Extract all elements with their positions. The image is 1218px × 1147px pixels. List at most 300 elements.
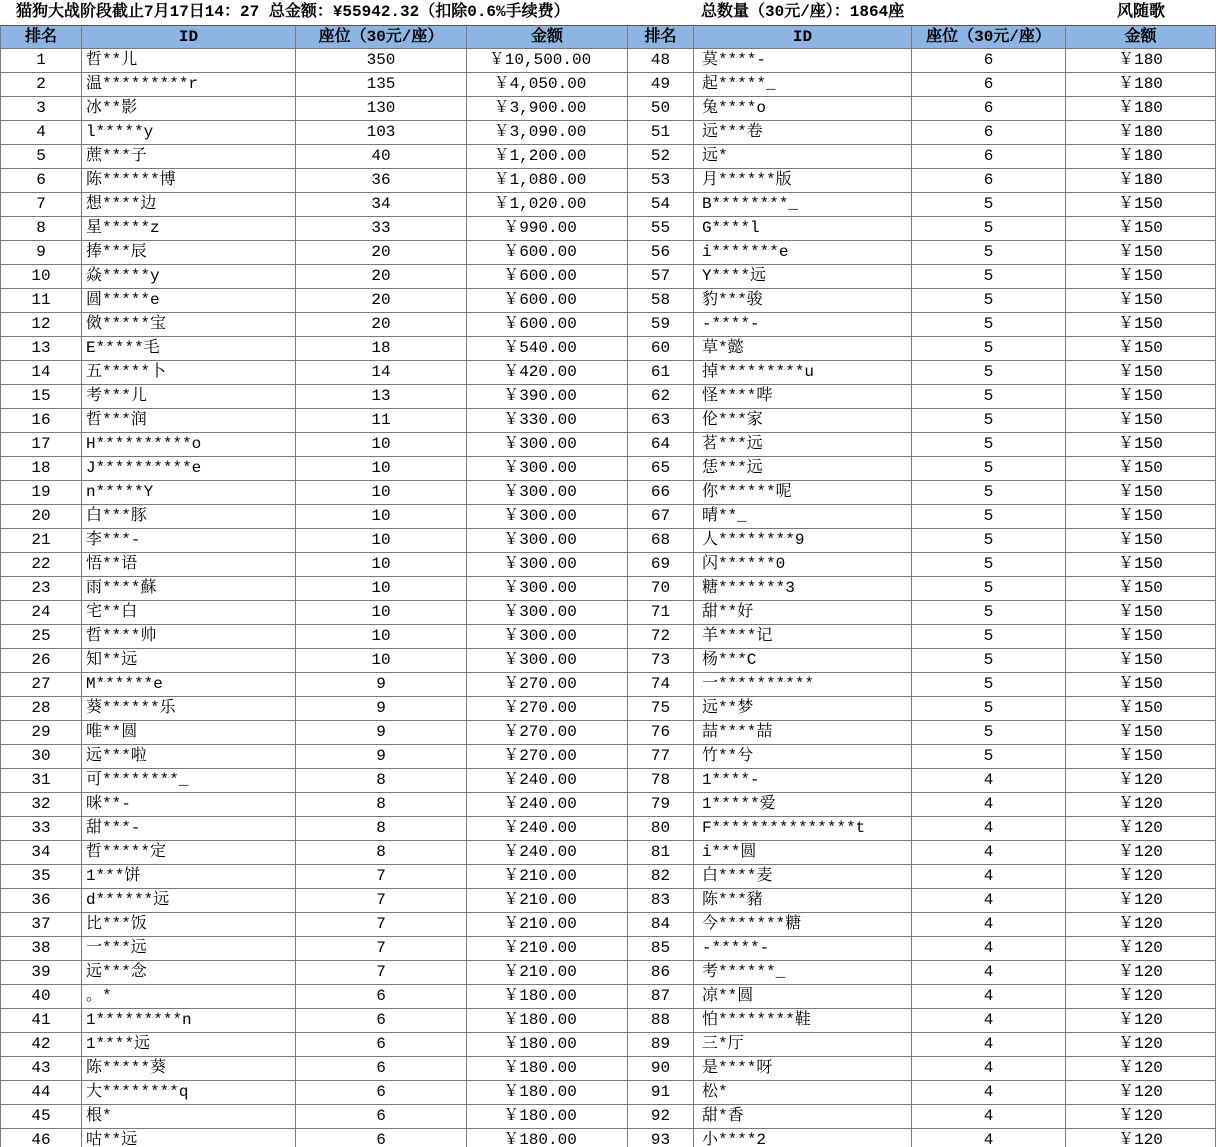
- left-seats-cell: 10: [296, 529, 467, 553]
- left-seats-cell: 20: [296, 241, 467, 265]
- left-amount-cell: ￥390.00: [467, 385, 628, 409]
- right-id-cell: B********_: [694, 193, 912, 217]
- right-amount-cell: ￥150: [1066, 313, 1216, 337]
- table-row: [0, 481, 1218, 505]
- left-id-cell: 雨****蘇: [82, 577, 296, 601]
- table-row: [0, 145, 1218, 169]
- table-row: [0, 553, 1218, 577]
- right-rank-cell: 77: [628, 745, 694, 769]
- left-id-cell: 知**远: [82, 649, 296, 673]
- right-amount-cell: ￥180: [1066, 49, 1216, 73]
- left-rank-cell: 40: [0, 985, 82, 1009]
- left-id-cell: 根*: [82, 1105, 296, 1129]
- left-rank-cell: 37: [0, 913, 82, 937]
- table-row: [0, 289, 1218, 313]
- right-id-cell: 兔****o: [694, 97, 912, 121]
- left-rank-cell: 4: [0, 121, 82, 145]
- left-seats-cell: 9: [296, 673, 467, 697]
- table-row: [0, 1057, 1218, 1081]
- right-id-cell: 茗***远: [694, 433, 912, 457]
- left-seats-cell: 7: [296, 865, 467, 889]
- right-rank-cell: 84: [628, 913, 694, 937]
- left-seats-cell: 20: [296, 265, 467, 289]
- right-id-cell: 恁***远: [694, 457, 912, 481]
- table-row: [0, 1129, 1218, 1147]
- left-amount-cell: ￥3,090.00: [467, 121, 628, 145]
- left-seats-cell: 7: [296, 913, 467, 937]
- right-id-cell: 伦***家: [694, 409, 912, 433]
- left-id-cell: 圆*****e: [82, 289, 296, 313]
- right-rank-cell: 75: [628, 697, 694, 721]
- right-amount-cell: ￥120: [1066, 817, 1216, 841]
- right-id-cell: 怪****哔: [694, 385, 912, 409]
- left-rank-cell: 10: [0, 265, 82, 289]
- left-rank-cell: 9: [0, 241, 82, 265]
- left-id-cell: 焱*****y: [82, 265, 296, 289]
- left-rank-cell: 8: [0, 217, 82, 241]
- right-rank-cell: 67: [628, 505, 694, 529]
- left-id-cell: 李***-: [82, 529, 296, 553]
- left-id-cell: 考***儿: [82, 385, 296, 409]
- right-amount-cell: ￥150: [1066, 193, 1216, 217]
- left-seats-cell: 13: [296, 385, 467, 409]
- left-id-cell: 咪**-: [82, 793, 296, 817]
- left-amount-cell: ￥1,020.00: [467, 193, 628, 217]
- left-amount-cell: ￥1,080.00: [467, 169, 628, 193]
- left-seats-cell: 10: [296, 433, 467, 457]
- left-rank-cell: 14: [0, 361, 82, 385]
- right-rank-cell: 63: [628, 409, 694, 433]
- right-id-cell: 松*: [694, 1081, 912, 1105]
- left-id-cell: 大********q: [82, 1081, 296, 1105]
- left-rank-cell: 33: [0, 817, 82, 841]
- left-rank-cell: 21: [0, 529, 82, 553]
- right-rank-cell: 80: [628, 817, 694, 841]
- left-seats-cell: 7: [296, 961, 467, 985]
- left-id-cell: J**********e: [82, 457, 296, 481]
- left-amount-cell: ￥10,500.00: [467, 49, 628, 73]
- left-seats-cell: 6: [296, 1105, 467, 1129]
- left-amount-cell: ￥270.00: [467, 673, 628, 697]
- right-seats-cell: 5: [912, 457, 1066, 481]
- left-rank-cell: 43: [0, 1057, 82, 1081]
- author-name: 风随歌: [1116, 3, 1165, 21]
- left-amount-cell: ￥300.00: [467, 529, 628, 553]
- right-amount-cell: ￥150: [1066, 265, 1216, 289]
- table-row: [0, 337, 1218, 361]
- right-rank-cell: 54: [628, 193, 694, 217]
- right-seats-cell: 6: [912, 49, 1066, 73]
- right-id-cell: 远**梦: [694, 697, 912, 721]
- right-id-cell: Y****远: [694, 265, 912, 289]
- right-id-cell: 糖*******3: [694, 577, 912, 601]
- table-row: [0, 97, 1218, 121]
- right-rank-cell: 69: [628, 553, 694, 577]
- left-id-cell: 蔗***子: [82, 145, 296, 169]
- right-rank-cell: 70: [628, 577, 694, 601]
- right-seats-cell: 5: [912, 265, 1066, 289]
- right-id-cell: 你******呢: [694, 481, 912, 505]
- left-seats-cell: 34: [296, 193, 467, 217]
- left-amount-cell: ￥210.00: [467, 937, 628, 961]
- right-rank-cell: 83: [628, 889, 694, 913]
- right-seats-cell: 6: [912, 145, 1066, 169]
- left-seats-cell: 40: [296, 145, 467, 169]
- table-header: [0, 25, 1218, 49]
- right-rank-cell: 73: [628, 649, 694, 673]
- left-amount-cell: ￥240.00: [467, 817, 628, 841]
- table-row: [0, 409, 1218, 433]
- left-amount-cell: ￥180.00: [467, 1129, 628, 1147]
- left-rank-cell: 41: [0, 1009, 82, 1033]
- right-rank-cell: 90: [628, 1057, 694, 1081]
- table-row: [0, 457, 1218, 481]
- left-amount-cell: ￥180.00: [467, 1057, 628, 1081]
- total-quantity: 总数量（30元/座）：1864座: [701, 3, 905, 21]
- left-id-cell: l*****y: [82, 121, 296, 145]
- right-seats-cell: 5: [912, 529, 1066, 553]
- left-amount-cell: ￥210.00: [467, 889, 628, 913]
- right-seats-cell: 5: [912, 745, 1066, 769]
- right-rank-cell: 74: [628, 673, 694, 697]
- left-rank-cell: 44: [0, 1081, 82, 1105]
- right-amount-cell: ￥120: [1066, 1033, 1216, 1057]
- right-id-cell: 竹**兮: [694, 745, 912, 769]
- left-id-cell: 傚*****宝: [82, 313, 296, 337]
- left-seats-cell: 130: [296, 97, 467, 121]
- left-seats-cell: 8: [296, 817, 467, 841]
- right-amount-cell: ￥150: [1066, 745, 1216, 769]
- left-rank-cell: 27: [0, 673, 82, 697]
- left-id-cell: H**********o: [82, 433, 296, 457]
- right-seats-cell: 5: [912, 313, 1066, 337]
- right-seats-cell: 5: [912, 649, 1066, 673]
- left-rank-cell: 6: [0, 169, 82, 193]
- right-rank-cell: 56: [628, 241, 694, 265]
- right-amount-cell: ￥180: [1066, 73, 1216, 97]
- left-rank-cell: 42: [0, 1033, 82, 1057]
- left-rank-cell: 26: [0, 649, 82, 673]
- right-amount-cell: ￥150: [1066, 457, 1216, 481]
- table-row: [0, 625, 1218, 649]
- right-id-cell: 三*厅: [694, 1033, 912, 1057]
- right-amount-cell: ￥150: [1066, 289, 1216, 313]
- right-seats-cell: 5: [912, 241, 1066, 265]
- right-seats-cell: 4: [912, 1057, 1066, 1081]
- right-rank-cell: 55: [628, 217, 694, 241]
- right-rank-cell: 81: [628, 841, 694, 865]
- left-amount-cell: ￥240.00: [467, 793, 628, 817]
- right-amount-cell: ￥180: [1066, 145, 1216, 169]
- right-seats-cell: 4: [912, 937, 1066, 961]
- right-rank-cell: 86: [628, 961, 694, 985]
- right-id-cell: -*****-: [694, 937, 912, 961]
- table-row: [0, 361, 1218, 385]
- right-id-cell: 考******_: [694, 961, 912, 985]
- left-amount-cell: ￥300.00: [467, 625, 628, 649]
- left-id-cell: 远***念: [82, 961, 296, 985]
- right-seats-cell: 5: [912, 577, 1066, 601]
- right-rank-cell: 50: [628, 97, 694, 121]
- table-row: [0, 73, 1218, 97]
- left-rank-cell: 23: [0, 577, 82, 601]
- right-seats-cell: 5: [912, 337, 1066, 361]
- left-amount-cell: ￥180.00: [467, 985, 628, 1009]
- right-id-cell: 白****麦: [694, 865, 912, 889]
- right-amount-cell: ￥120: [1066, 913, 1216, 937]
- left-id-cell: 1***饼: [82, 865, 296, 889]
- left-amount-cell: ￥270.00: [467, 745, 628, 769]
- left-amount-cell: ￥300.00: [467, 649, 628, 673]
- left-seats-cell: 20: [296, 289, 467, 313]
- left-rank-cell: 19: [0, 481, 82, 505]
- table-row: [0, 817, 1218, 841]
- left-amount-cell: ￥210.00: [467, 865, 628, 889]
- left-rank-cell: 20: [0, 505, 82, 529]
- right-amount-cell: ￥150: [1066, 433, 1216, 457]
- table-row: [0, 433, 1218, 457]
- table-row: [0, 313, 1218, 337]
- header-id-right: ID: [694, 25, 912, 49]
- left-id-cell: 甜***-: [82, 817, 296, 841]
- table-row: [0, 793, 1218, 817]
- left-amount-cell: ￥300.00: [467, 601, 628, 625]
- right-id-cell: 闪******0: [694, 553, 912, 577]
- right-id-cell: i***圆: [694, 841, 912, 865]
- left-rank-cell: 35: [0, 865, 82, 889]
- right-seats-cell: 4: [912, 817, 1066, 841]
- left-seats-cell: 11: [296, 409, 467, 433]
- left-rank-cell: 15: [0, 385, 82, 409]
- left-rank-cell: 29: [0, 721, 82, 745]
- right-id-cell: 小****2: [694, 1129, 912, 1147]
- table-row: [0, 1033, 1218, 1057]
- right-amount-cell: ￥150: [1066, 721, 1216, 745]
- left-amount-cell: ￥210.00: [467, 913, 628, 937]
- right-seats-cell: 4: [912, 793, 1066, 817]
- left-id-cell: 1****远: [82, 1033, 296, 1057]
- left-amount-cell: ￥1,200.00: [467, 145, 628, 169]
- right-amount-cell: ￥120: [1066, 937, 1216, 961]
- left-id-cell: 唯**圆: [82, 721, 296, 745]
- right-rank-cell: 62: [628, 385, 694, 409]
- left-amount-cell: ￥270.00: [467, 697, 628, 721]
- table-row: [0, 505, 1218, 529]
- right-amount-cell: ￥120: [1066, 1057, 1216, 1081]
- right-rank-cell: 92: [628, 1105, 694, 1129]
- left-id-cell: 哲***润: [82, 409, 296, 433]
- left-id-cell: 悟**语: [82, 553, 296, 577]
- right-id-cell: 凉**圆: [694, 985, 912, 1009]
- left-rank-cell: 18: [0, 457, 82, 481]
- left-id-cell: 白***豚: [82, 505, 296, 529]
- left-amount-cell: ￥330.00: [467, 409, 628, 433]
- left-seats-cell: 6: [296, 1009, 467, 1033]
- left-id-cell: M******e: [82, 673, 296, 697]
- right-seats-cell: 5: [912, 625, 1066, 649]
- right-seats-cell: 4: [912, 1105, 1066, 1129]
- right-amount-cell: ￥150: [1066, 673, 1216, 697]
- right-amount-cell: ￥150: [1066, 529, 1216, 553]
- right-amount-cell: ￥120: [1066, 1129, 1216, 1147]
- left-amount-cell: ￥600.00: [467, 265, 628, 289]
- left-seats-cell: 350: [296, 49, 467, 73]
- table-row: [0, 865, 1218, 889]
- right-rank-cell: 57: [628, 265, 694, 289]
- right-seats-cell: 4: [912, 1081, 1066, 1105]
- left-seats-cell: 7: [296, 889, 467, 913]
- right-amount-cell: ￥150: [1066, 505, 1216, 529]
- title-row: [0, 0, 1218, 25]
- left-seats-cell: 8: [296, 769, 467, 793]
- left-seats-cell: 6: [296, 1057, 467, 1081]
- left-rank-cell: 24: [0, 601, 82, 625]
- right-seats-cell: 5: [912, 673, 1066, 697]
- right-amount-cell: ￥120: [1066, 961, 1216, 985]
- left-rank-cell: 32: [0, 793, 82, 817]
- left-id-cell: 哲**儿: [82, 49, 296, 73]
- right-rank-cell: 48: [628, 49, 694, 73]
- right-amount-cell: ￥120: [1066, 1009, 1216, 1033]
- table-row: [0, 721, 1218, 745]
- right-rank-cell: 68: [628, 529, 694, 553]
- left-rank-cell: 36: [0, 889, 82, 913]
- left-id-cell: 咕**远: [82, 1129, 296, 1147]
- left-seats-cell: 6: [296, 1033, 467, 1057]
- page-title: 猫狗大战阶段截止7月17日14：27 总金额：¥55942.32（扣除0.6%手续费）: [16, 3, 570, 21]
- left-amount-cell: ￥300.00: [467, 505, 628, 529]
- right-rank-cell: 71: [628, 601, 694, 625]
- left-amount-cell: ￥240.00: [467, 841, 628, 865]
- left-amount-cell: ￥300.00: [467, 433, 628, 457]
- left-seats-cell: 6: [296, 1081, 467, 1105]
- table-row: [0, 121, 1218, 145]
- left-seats-cell: 36: [296, 169, 467, 193]
- left-seats-cell: 7: [296, 937, 467, 961]
- left-seats-cell: 6: [296, 1129, 467, 1147]
- table-row: [0, 265, 1218, 289]
- right-rank-cell: 61: [628, 361, 694, 385]
- right-amount-cell: ￥150: [1066, 697, 1216, 721]
- right-seats-cell: 5: [912, 409, 1066, 433]
- left-rank-cell: 28: [0, 697, 82, 721]
- right-seats-cell: 5: [912, 481, 1066, 505]
- right-amount-cell: ￥180: [1066, 121, 1216, 145]
- right-seats-cell: 4: [912, 865, 1066, 889]
- table-row: [0, 649, 1218, 673]
- left-amount-cell: ￥540.00: [467, 337, 628, 361]
- right-amount-cell: ￥180: [1066, 97, 1216, 121]
- table-row: [0, 961, 1218, 985]
- left-rank-cell: 34: [0, 841, 82, 865]
- left-seats-cell: 135: [296, 73, 467, 97]
- right-id-cell: 掉*********u: [694, 361, 912, 385]
- left-amount-cell: ￥210.00: [467, 961, 628, 985]
- left-amount-cell: ￥420.00: [467, 361, 628, 385]
- right-seats-cell: 4: [912, 769, 1066, 793]
- left-amount-cell: ￥180.00: [467, 1009, 628, 1033]
- right-seats-cell: 5: [912, 193, 1066, 217]
- right-amount-cell: ￥120: [1066, 985, 1216, 1009]
- right-rank-cell: 65: [628, 457, 694, 481]
- right-id-cell: 草*懿: [694, 337, 912, 361]
- table-row: [0, 937, 1218, 961]
- right-id-cell: 远*: [694, 145, 912, 169]
- right-rank-cell: 79: [628, 793, 694, 817]
- left-rank-cell: 3: [0, 97, 82, 121]
- left-id-cell: 想****边: [82, 193, 296, 217]
- left-rank-cell: 12: [0, 313, 82, 337]
- header-rank-right: 排名: [628, 25, 694, 49]
- right-id-cell: 甜*香: [694, 1105, 912, 1129]
- table-row: [0, 577, 1218, 601]
- table-row: [0, 841, 1218, 865]
- left-seats-cell: 20: [296, 313, 467, 337]
- right-seats-cell: 4: [912, 1129, 1066, 1147]
- left-amount-cell: ￥300.00: [467, 553, 628, 577]
- table-row: [0, 385, 1218, 409]
- right-rank-cell: 66: [628, 481, 694, 505]
- table-row: [0, 697, 1218, 721]
- left-id-cell: E*****毛: [82, 337, 296, 361]
- left-rank-cell: 13: [0, 337, 82, 361]
- left-seats-cell: 10: [296, 649, 467, 673]
- header-amount-left: 金额: [467, 25, 628, 49]
- header-seats-left: 座位（30元/座）: [296, 25, 467, 49]
- table-row: [0, 985, 1218, 1009]
- right-rank-cell: 76: [628, 721, 694, 745]
- right-amount-cell: ￥150: [1066, 601, 1216, 625]
- table-row: [0, 193, 1218, 217]
- left-rank-cell: 39: [0, 961, 82, 985]
- right-rank-cell: 85: [628, 937, 694, 961]
- left-rank-cell: 1: [0, 49, 82, 73]
- left-rank-cell: 30: [0, 745, 82, 769]
- right-amount-cell: ￥150: [1066, 553, 1216, 577]
- right-rank-cell: 88: [628, 1009, 694, 1033]
- right-id-cell: 晴**_: [694, 505, 912, 529]
- right-id-cell: G****l: [694, 217, 912, 241]
- right-id-cell: 陈***豬: [694, 889, 912, 913]
- left-rank-cell: 5: [0, 145, 82, 169]
- table-row: [0, 913, 1218, 937]
- right-rank-cell: 53: [628, 169, 694, 193]
- right-amount-cell: ￥120: [1066, 793, 1216, 817]
- header-seats-right: 座位（30元/座）: [912, 25, 1066, 49]
- left-id-cell: 捧***辰: [82, 241, 296, 265]
- left-seats-cell: 14: [296, 361, 467, 385]
- right-seats-cell: 4: [912, 985, 1066, 1009]
- right-amount-cell: ￥150: [1066, 625, 1216, 649]
- right-id-cell: 1*****爱: [694, 793, 912, 817]
- right-rank-cell: 64: [628, 433, 694, 457]
- left-amount-cell: ￥240.00: [467, 769, 628, 793]
- right-id-cell: 莫****-: [694, 49, 912, 73]
- left-id-cell: 哲****帅: [82, 625, 296, 649]
- right-rank-cell: 58: [628, 289, 694, 313]
- right-rank-cell: 49: [628, 73, 694, 97]
- table-row: [0, 169, 1218, 193]
- table-row: [0, 673, 1218, 697]
- right-id-cell: 是****呀: [694, 1057, 912, 1081]
- right-id-cell: 豹***骏: [694, 289, 912, 313]
- right-seats-cell: 6: [912, 169, 1066, 193]
- left-rank-cell: 2: [0, 73, 82, 97]
- right-rank-cell: 89: [628, 1033, 694, 1057]
- right-amount-cell: ￥150: [1066, 649, 1216, 673]
- right-id-cell: 怕********鞋: [694, 1009, 912, 1033]
- right-seats-cell: 5: [912, 505, 1066, 529]
